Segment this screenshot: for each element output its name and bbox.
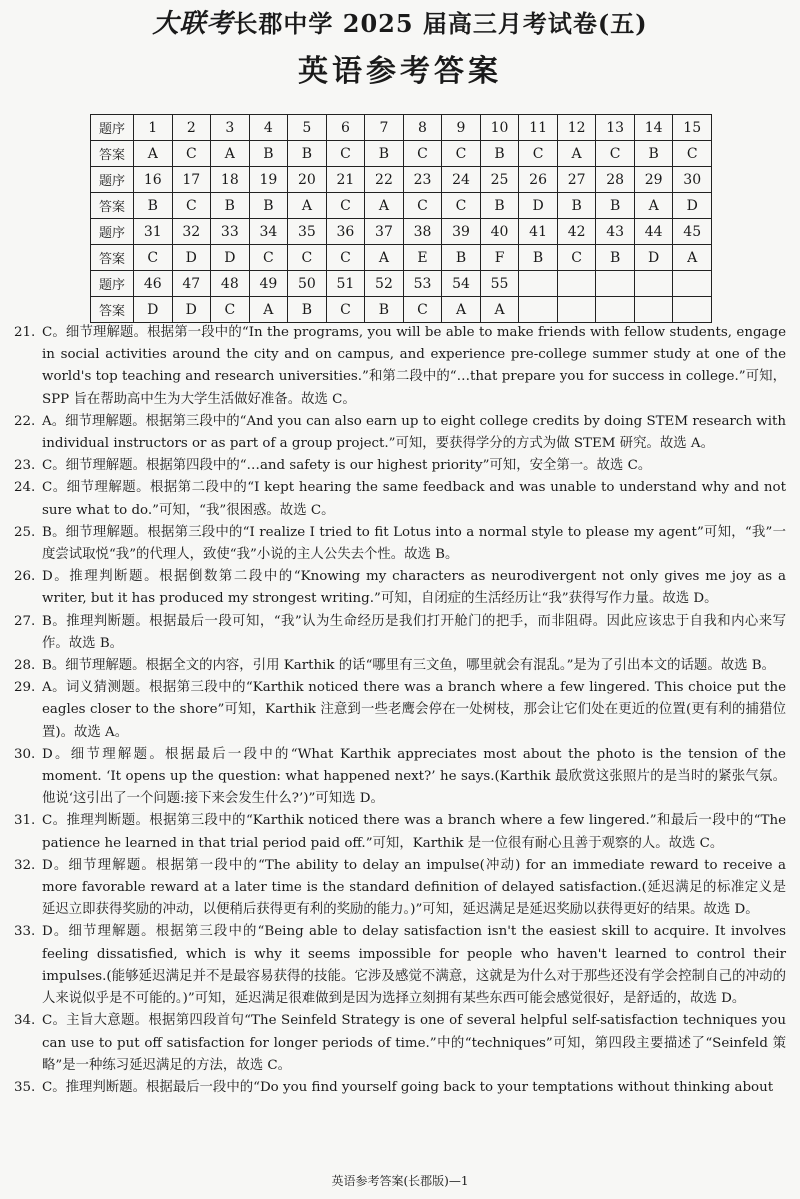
answer-cell: B xyxy=(442,245,481,271)
question-number-cell: 29 xyxy=(634,167,673,193)
explanation-number: 33. xyxy=(14,924,36,940)
question-number-cell: 17 xyxy=(172,167,211,193)
question-number-cell: 44 xyxy=(634,219,673,245)
question-number-cell: 12 xyxy=(557,115,596,141)
question-number-cell: 14 xyxy=(634,115,673,141)
explanation-text: D。推理判断题。根据倒数第二段中的“Knowing my characters as neurodivergent not only gives me joy as a writer, but it has produced my strongest writing.”可知，自闭症的生活经历让“我”获得写作力量。故选 D。 xyxy=(42,569,786,607)
explanation-number: 29. xyxy=(14,680,36,696)
answer-cell xyxy=(634,297,673,323)
row-label: 答案 xyxy=(91,141,134,167)
explanation-text: D。细节理解题。根据第一段中的“The ability to delay an impulse(冲动) for an immediate reward to receive a more favorable reward at a later time is the standard definition of delayed satisfaction.(延迟满足的标准定义是延迟立即获得奖励的冲动，以便稍后获得更有利的奖励的能力。)”可知，延迟满足是延迟奖励以获得更好的结果。故选 D。 xyxy=(42,857,786,918)
question-number-cell: 10 xyxy=(480,115,519,141)
explanation-number: 30. xyxy=(14,746,36,762)
question-number-cell: 13 xyxy=(596,115,635,141)
answer-cell xyxy=(519,297,558,323)
answer-cell: A xyxy=(673,245,712,271)
explanation-number: 28. xyxy=(14,658,36,674)
question-number-cell: 1 xyxy=(134,115,173,141)
question-number-cell: 32 xyxy=(172,219,211,245)
explanation-text: C。推理判断题。根据最后一段中的“Do you find yourself going back to your temptations without thinking about xyxy=(42,1079,774,1095)
row-label: 题序 xyxy=(91,271,134,297)
answer-cell: B xyxy=(557,193,596,219)
answer-cell: B xyxy=(288,297,327,323)
answer-cell xyxy=(673,297,712,323)
question-number-cell: 45 xyxy=(673,219,712,245)
explanation-number: 23. xyxy=(14,458,36,474)
explanation-item xyxy=(14,677,786,744)
number-row xyxy=(91,219,712,245)
question-number-cell xyxy=(519,271,558,297)
question-number-cell: 24 xyxy=(442,167,481,193)
question-number-cell: 46 xyxy=(134,271,173,297)
answer-cell: C xyxy=(403,297,442,323)
answer-cell: C xyxy=(403,141,442,167)
explanation-item xyxy=(14,1010,786,1077)
explanation-list xyxy=(14,322,786,1099)
question-number-cell: 50 xyxy=(288,271,327,297)
answer-cell: A xyxy=(134,141,173,167)
answer-cell: D xyxy=(172,297,211,323)
row-label: 题序 xyxy=(91,167,134,193)
answer-cell: D xyxy=(134,297,173,323)
answer-cell: B xyxy=(596,193,635,219)
answer-cell: C xyxy=(172,193,211,219)
answer-cell: A xyxy=(288,193,327,219)
answer-cell: C xyxy=(596,141,635,167)
answer-cell: C xyxy=(519,141,558,167)
answer-cell: B xyxy=(249,193,288,219)
explanation-number: 31. xyxy=(14,813,36,829)
answer-table xyxy=(90,114,712,323)
answer-cell: C xyxy=(211,297,250,323)
answer-cell: A xyxy=(442,297,481,323)
answer-cell: B xyxy=(519,245,558,271)
exam-title-text: 长郡中学 2025 届高三月考试卷(五) xyxy=(233,9,648,38)
explanation-item xyxy=(14,744,786,811)
question-number-cell: 20 xyxy=(288,167,327,193)
explanation-number: 22. xyxy=(14,413,36,429)
explanation-text: C。细节理解题。根据第二段中的“I kept hearing the same feedback and was unable to understand why and not sure what to do.”可知，“我”很困惑。故选 C。 xyxy=(42,480,786,518)
explanation-item xyxy=(14,455,786,477)
answer-cell: B xyxy=(211,193,250,219)
explanation-text: C。推理判断题。根据第三段中的“Karthik noticed there was a branch where a few lingered.”和最后一段中的“The patience he learned in that trial period paid off.”可知，Karthik 是一位很有耐心且善于观察的人。故选 C。 xyxy=(42,813,786,851)
question-number-cell: 19 xyxy=(249,167,288,193)
explanation-text: B。推理判断题。根据最后一段可知，“我”认为生命经历是我们打开舱门的把手，而非阻碍。因此应该忠于自我和内心来写作。故选 B。 xyxy=(42,613,786,651)
answer-row xyxy=(91,297,712,323)
number-row xyxy=(91,115,712,141)
answer-cell: B xyxy=(365,297,404,323)
answer-cell: C xyxy=(557,245,596,271)
answer-cell: F xyxy=(480,245,519,271)
question-number-cell: 51 xyxy=(326,271,365,297)
explanation-text: D。细节理解题。根据第三段中的“Being able to delay satisfaction isn't the easiest skill to acquire. It involves feeling dissatisfied, which is why it seems impossible for people who haven't learned to control their impulses.(能够延迟满足并不是最容易获得的技能。它涉及感觉不满意，这就是为什么对于那些还没有学会控制自己的冲动的人来说似乎是不可能的。)”可知，延迟满足很难做到是因为选择立刻拥有某些东西可能会感觉很好，是舒适的，故选 D。 xyxy=(42,924,786,1007)
explanation-number: 27. xyxy=(14,613,36,629)
brand-name: 大联考 xyxy=(152,9,234,39)
answer-cell: B xyxy=(288,141,327,167)
answer-row xyxy=(91,245,712,271)
answer-cell: B xyxy=(365,141,404,167)
explanation-number: 21. xyxy=(14,325,36,340)
question-number-cell: 22 xyxy=(365,167,404,193)
question-number-cell xyxy=(557,271,596,297)
answer-row xyxy=(91,141,712,167)
question-number-cell: 27 xyxy=(557,167,596,193)
question-number-cell xyxy=(673,271,712,297)
question-number-cell: 54 xyxy=(442,271,481,297)
answer-cell: A xyxy=(634,193,673,219)
question-number-cell: 25 xyxy=(480,167,519,193)
question-number-cell: 15 xyxy=(673,115,712,141)
explanation-text: C。细节理解题。根据第四段中的“…and safety is our highest priority”可知，安全第一。故选 C。 xyxy=(42,458,652,474)
exam-title xyxy=(0,8,800,40)
explanation-text: B。细节理解题。根据全文的内容，引用 Karthik 的话“哪里有三文鱼，哪里就会有混乱。”是为了引出本文的话题。故选 B。 xyxy=(42,658,775,674)
explanation-number: 24. xyxy=(14,480,36,496)
question-number-cell: 41 xyxy=(519,219,558,245)
answer-cell: D xyxy=(673,193,712,219)
question-number-cell: 53 xyxy=(403,271,442,297)
answer-cell: A xyxy=(249,297,288,323)
answer-cell: B xyxy=(480,193,519,219)
explanation-text: C。细节理解题。根据第一段中的“In the programs, you will be able to make friends with fellow students, engage in social activities around the city and on campus, and experience pre-college summer study at one of the world's top teaching and research universities.”和第二段中的“…that prepare you for success in college.”可知，SPP 旨在帮助高中生为大学生活做好准备。故选 C。 xyxy=(42,325,787,407)
question-number-cell: 21 xyxy=(326,167,365,193)
row-label: 题序 xyxy=(91,219,134,245)
question-number-cell: 37 xyxy=(365,219,404,245)
question-number-cell: 8 xyxy=(403,115,442,141)
question-number-cell xyxy=(596,271,635,297)
answer-cell: C xyxy=(288,245,327,271)
number-row xyxy=(91,167,712,193)
explanation-item xyxy=(14,611,786,655)
explanation-item xyxy=(14,1077,786,1099)
answer-cell: C xyxy=(442,141,481,167)
question-number-cell: 31 xyxy=(134,219,173,245)
explanation-item xyxy=(14,855,786,922)
explanation-number: 34. xyxy=(14,1013,36,1029)
question-number-cell: 18 xyxy=(211,167,250,193)
question-number-cell: 5 xyxy=(288,115,327,141)
question-number-cell: 9 xyxy=(442,115,481,141)
explanation-text: A。细节理解题。根据第三段中的“And you can also earn up to eight college credits by doing STEM research with individual instructors or as part of a group project.”可知，要获得学分的方式为做 STEM 研究。故选 A。 xyxy=(42,413,786,452)
answer-cell xyxy=(557,297,596,323)
document-header xyxy=(0,8,800,90)
explanation-item xyxy=(14,411,786,455)
question-number-cell: 30 xyxy=(673,167,712,193)
row-label: 答案 xyxy=(91,193,134,219)
answer-cell: C xyxy=(172,141,211,167)
question-number-cell: 52 xyxy=(365,271,404,297)
answer-cell: C xyxy=(403,193,442,219)
explanation-number: 32. xyxy=(14,857,36,873)
question-number-cell: 33 xyxy=(211,219,250,245)
answer-cell: C xyxy=(326,193,365,219)
explanation-item xyxy=(14,921,786,1010)
explanation-item xyxy=(14,322,786,411)
row-label: 答案 xyxy=(91,245,134,271)
answer-cell: B xyxy=(249,141,288,167)
page-footer: 英语参考答案(长郡版)—1 xyxy=(331,1174,469,1188)
question-number-cell: 3 xyxy=(211,115,250,141)
explanation-item xyxy=(14,655,786,677)
question-number-cell: 38 xyxy=(403,219,442,245)
answer-cell: B xyxy=(480,141,519,167)
answer-cell: C xyxy=(326,297,365,323)
document-subtitle: 英语参考答案 xyxy=(298,54,502,89)
number-row xyxy=(91,271,712,297)
question-number-cell: 23 xyxy=(403,167,442,193)
question-number-cell: 28 xyxy=(596,167,635,193)
answer-cell: C xyxy=(326,245,365,271)
question-number-cell: 4 xyxy=(249,115,288,141)
question-number-cell: 6 xyxy=(326,115,365,141)
question-number-cell: 42 xyxy=(557,219,596,245)
answer-cell: A xyxy=(211,141,250,167)
answer-cell: D xyxy=(519,193,558,219)
answer-cell: B xyxy=(596,245,635,271)
question-number-cell: 34 xyxy=(249,219,288,245)
explanation-item xyxy=(14,810,786,854)
question-number-cell: 36 xyxy=(326,219,365,245)
question-number-cell: 35 xyxy=(288,219,327,245)
answer-cell: A xyxy=(557,141,596,167)
question-number-cell: 43 xyxy=(596,219,635,245)
answer-cell: D xyxy=(634,245,673,271)
answer-cell: E xyxy=(403,245,442,271)
answer-cell: A xyxy=(365,245,404,271)
question-number-cell xyxy=(634,271,673,297)
question-number-cell: 11 xyxy=(519,115,558,141)
answer-cell: B xyxy=(634,141,673,167)
explanation-item xyxy=(14,566,786,610)
row-label: 题序 xyxy=(91,115,134,141)
explanation-number: 35. xyxy=(14,1079,36,1095)
explanation-item xyxy=(14,477,786,521)
answer-cell: C xyxy=(326,141,365,167)
question-number-cell: 40 xyxy=(480,219,519,245)
answer-cell: C xyxy=(673,141,712,167)
explanation-text: B。细节理解题。根据第三段中的“I realize I tried to fit Lotus into a normal style to please my agent”可知，“我”一度尝试取悦“我”的代理人，致使“我”小说的主人公失去个性。故选 B。 xyxy=(42,524,786,563)
question-number-cell: 49 xyxy=(249,271,288,297)
question-number-cell: 7 xyxy=(365,115,404,141)
explanation-item xyxy=(14,522,786,566)
answer-cell: C xyxy=(249,245,288,271)
answer-cell: D xyxy=(172,245,211,271)
answer-cell: C xyxy=(134,245,173,271)
question-number-cell: 39 xyxy=(442,219,481,245)
row-label: 答案 xyxy=(91,297,134,323)
explanation-number: 25. xyxy=(14,524,36,540)
question-number-cell: 26 xyxy=(519,167,558,193)
answer-cell: B xyxy=(134,193,173,219)
answer-cell: D xyxy=(211,245,250,271)
question-number-cell: 55 xyxy=(480,271,519,297)
answer-cell: C xyxy=(442,193,481,219)
question-number-cell: 2 xyxy=(172,115,211,141)
answer-cell xyxy=(596,297,635,323)
answer-cell: A xyxy=(480,297,519,323)
explanation-text: A。词义猜测题。根据第三段中的“Karthik noticed there was a branch where a few lingered. This choice put the eagles closer to the shore”可知，Karthik 注意到一些老鹰会停在一处树枝，那会让它们处在更近的位置(更有利的捕猎位置)。故选 A。 xyxy=(42,680,786,740)
question-number-cell: 48 xyxy=(211,271,250,297)
answer-row xyxy=(91,193,712,219)
explanation-text: D。细节理解题。根据最后一段中的“What Karthik appreciates most about the photo is the tension of the moment. ‘It opens up the question: what happened next?’ he says.(Karthik 最欣赏这张照片的是当时的紧张气氛。他说‘这引出了一个问题:接下来会发生什么?’)”可知选 D。 xyxy=(42,746,786,807)
question-number-cell: 16 xyxy=(134,167,173,193)
explanation-text: C。主旨大意题。根据第四段首句“The Seinfeld Strategy is one of several helpful self-satisfaction techniques you can use to put off satisfaction for longer periods of time.”中的“techniques”可知，第四段主要描述了“Seinfeld 策略”是一种练习延迟满足的方法，故选 C。 xyxy=(42,1013,786,1073)
explanation-number: 26. xyxy=(14,569,36,585)
answer-cell: A xyxy=(365,193,404,219)
question-number-cell: 47 xyxy=(172,271,211,297)
